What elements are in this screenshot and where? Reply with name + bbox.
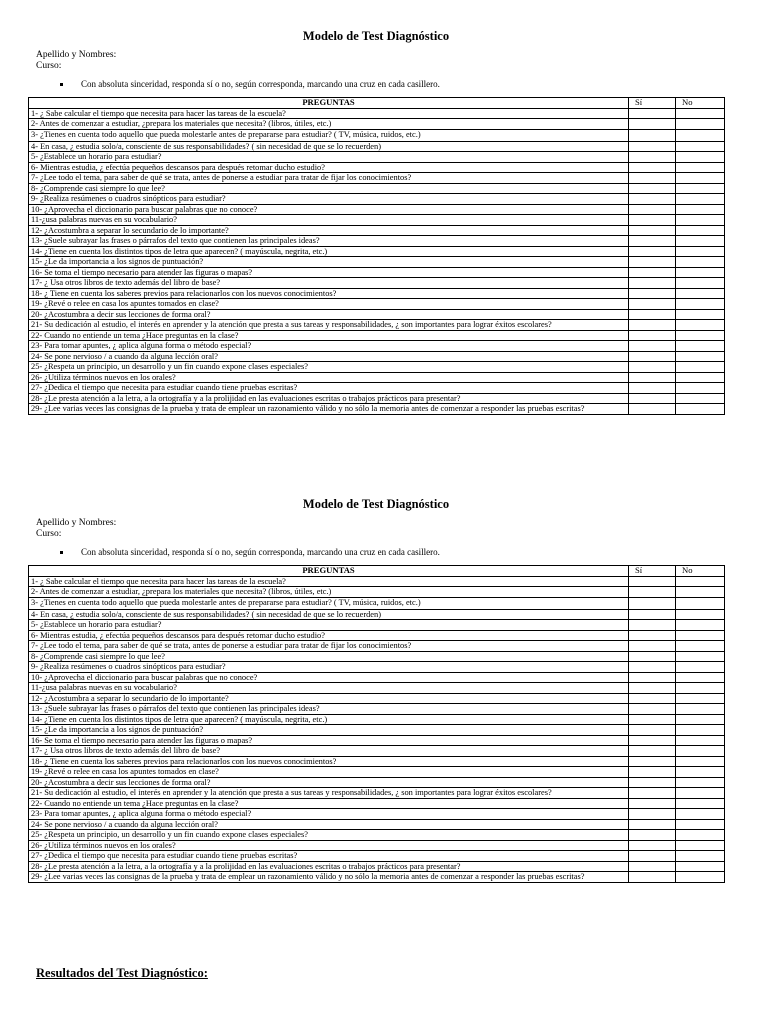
question-text: 23- Para tomar apuntes, ¿ aplica alguna forma o método especial? — [29, 341, 629, 352]
table-row — [29, 725, 725, 736]
answer-no-cell[interactable] — [676, 194, 725, 205]
answer-yes-cell[interactable] — [629, 246, 676, 257]
question-text: 23- Para tomar apuntes, ¿ aplica alguna forma o método especial? — [29, 809, 629, 820]
table-row — [29, 108, 725, 119]
answer-no-cell[interactable] — [676, 872, 725, 883]
instruction-text: Con absoluta sinceridad, responda sí o no, según corresponda, marcando una cruz en cada casillero. — [81, 79, 440, 89]
answer-yes-cell[interactable] — [629, 141, 676, 152]
answer-no-cell[interactable] — [676, 651, 725, 662]
table-row — [29, 119, 725, 130]
answer-no-cell[interactable] — [676, 735, 725, 746]
question-text: 29- ¿Lee varias veces las consignas de la prueba y trata de emplear un razonamiento válido y no sólo la memoria antes de comenzar a responder las pruebas escritas? — [29, 404, 629, 415]
answer-no-cell[interactable] — [676, 257, 725, 268]
table-row — [29, 236, 725, 247]
instruction-text: Con absoluta sinceridad, responda sí o no, según corresponda, marcando una cruz en cada casillero. — [81, 547, 440, 557]
answer-yes-cell[interactable] — [629, 630, 676, 641]
test-form-2 — [28, 496, 724, 883]
answer-yes-cell[interactable] — [629, 288, 676, 299]
table-row — [29, 662, 725, 673]
answer-yes-cell[interactable] — [629, 830, 676, 841]
table-row — [29, 651, 725, 662]
answer-yes-cell[interactable] — [629, 393, 676, 404]
answer-yes-cell[interactable] — [629, 819, 676, 830]
header-questions: PREGUNTAS — [29, 98, 629, 109]
table-row — [29, 204, 725, 215]
answer-yes-cell[interactable] — [629, 872, 676, 883]
table-row — [29, 246, 725, 257]
question-text: 8- ¿Comprende casi siempre lo que lee? — [29, 651, 629, 662]
table-row — [29, 872, 725, 883]
question-text: 5- ¿Establece un horario para estudiar? — [29, 152, 629, 163]
question-text: 10- ¿Aprovecha el diccionario para buscar palabras que no conoce? — [29, 672, 629, 683]
answer-yes-cell[interactable] — [629, 362, 676, 373]
answer-yes-cell[interactable] — [629, 798, 676, 809]
question-text: 17- ¿ Usa otros libros de texto además del libro de base? — [29, 278, 629, 289]
answer-no-cell[interactable] — [676, 341, 725, 352]
question-text: 7- ¿Lee todo el tema, para saber de qué se trata, antes de ponerse a estudiar para tratar de fijar los conocimientos? — [29, 641, 629, 652]
table-row — [29, 851, 725, 862]
answer-yes-cell[interactable] — [629, 788, 676, 799]
course-label: Curso: — [36, 529, 62, 539]
table-row — [29, 756, 725, 767]
answer-no-cell[interactable] — [676, 119, 725, 130]
questions-table — [28, 565, 725, 883]
table-row — [29, 404, 725, 415]
header-no: No — [676, 98, 725, 109]
question-text: 4- En casa, ¿ estudia solo/a, consciente de sus responsabilidades? ( sin necesidad de que se lo recuerden) — [29, 141, 629, 152]
table-row — [29, 798, 725, 809]
answer-no-cell[interactable] — [676, 788, 725, 799]
question-text: 22- Cuando no entiende un tema ¿Hace preguntas en la clase? — [29, 798, 629, 809]
question-text: 19- ¿Revé o relee en casa los apuntes tomados en clase? — [29, 299, 629, 310]
answer-yes-cell[interactable] — [629, 861, 676, 872]
table-row — [29, 788, 725, 799]
questions-table — [28, 97, 725, 415]
answer-no-cell[interactable] — [676, 777, 725, 788]
question-text: 6- Mientras estudia, ¿ efectúa pequeños descansos para después retomar ducho estudio? — [29, 630, 629, 641]
header-no: No — [676, 566, 725, 577]
answer-yes-cell[interactable] — [629, 225, 676, 236]
answer-yes-cell[interactable] — [629, 620, 676, 631]
answer-no-cell[interactable] — [676, 693, 725, 704]
name-label: Apellido y Nombres: — [36, 518, 117, 528]
answer-no-cell[interactable] — [676, 288, 725, 299]
question-text: 9- ¿Realiza resúmenes o cuadros sinópticos para estudiar? — [29, 194, 629, 205]
answer-no-cell[interactable] — [676, 620, 725, 631]
table-row — [29, 693, 725, 704]
answer-no-cell[interactable] — [676, 141, 725, 152]
table-row — [29, 225, 725, 236]
answer-yes-cell[interactable] — [629, 576, 676, 587]
table-row — [29, 215, 725, 226]
question-text: 7- ¿Lee todo el tema, para saber de qué se trata, antes de ponerse a estudiar para tratar de fijar los conocimientos? — [29, 173, 629, 184]
table-row — [29, 714, 725, 725]
answer-no-cell[interactable] — [676, 587, 725, 598]
question-text: 24- Se pone nervioso / a cuando da alguna lección oral? — [29, 819, 629, 830]
table-row — [29, 630, 725, 641]
answer-no-cell[interactable] — [676, 683, 725, 694]
table-row — [29, 861, 725, 872]
answer-no-cell[interactable] — [676, 819, 725, 830]
answer-yes-cell[interactable] — [629, 609, 676, 620]
question-text: 28- ¿Le presta atención a la letra, a la ortografía y a la prolijidad en las evaluaciones escritas o trabajos prácticos para presentar? — [29, 861, 629, 872]
answer-yes-cell[interactable] — [629, 372, 676, 383]
test-form-1 — [28, 28, 724, 415]
answer-yes-cell[interactable] — [629, 756, 676, 767]
question-text: 1- ¿ Sabe calcular el tiempo que necesita para hacer las tareas de la escuela? — [29, 576, 629, 587]
answer-no-cell[interactable] — [676, 714, 725, 725]
answer-no-cell[interactable] — [676, 861, 725, 872]
table-row — [29, 299, 725, 310]
table-row — [29, 746, 725, 757]
question-text: 6- Mientras estudia, ¿ efectúa pequeños descansos para después retomar ducho estudio? — [29, 162, 629, 173]
question-text: 29- ¿Lee varias veces las consignas de la prueba y trata de emplear un razonamiento válido y no sólo la memoria antes de comenzar a responder las pruebas escritas? — [29, 872, 629, 883]
table-row — [29, 840, 725, 851]
answer-no-cell[interactable] — [676, 404, 725, 415]
table-row — [29, 341, 725, 352]
table-row — [29, 383, 725, 394]
table-row — [29, 267, 725, 278]
question-text: 3- ¿Tienes en cuenta todo aquello que pueda molestarle antes de prepararse para estudiar? ( TV, música, ruidos, etc.) — [29, 597, 629, 609]
answer-no-cell[interactable] — [676, 609, 725, 620]
table-row — [29, 173, 725, 184]
table-row — [29, 362, 725, 373]
answer-no-cell[interactable] — [676, 725, 725, 736]
table-row — [29, 372, 725, 383]
answer-no-cell[interactable] — [676, 108, 725, 119]
answer-yes-cell[interactable] — [629, 320, 676, 331]
question-text: 11-¿usa palabras nuevas en su vocabulario? — [29, 683, 629, 694]
name-label: Apellido y Nombres: — [36, 50, 117, 60]
answer-yes-cell[interactable] — [629, 108, 676, 119]
answer-yes-cell[interactable] — [629, 777, 676, 788]
answer-no-cell[interactable] — [676, 204, 725, 215]
answer-no-cell[interactable] — [676, 278, 725, 289]
table-row — [29, 809, 725, 820]
answer-yes-cell[interactable] — [629, 183, 676, 194]
answer-no-cell[interactable] — [676, 830, 725, 841]
answer-yes-cell[interactable] — [629, 383, 676, 394]
table-row — [29, 278, 725, 289]
question-text: 25- ¿Respeta un principio, un desarrollo y un fin cuando expone clases especiales? — [29, 830, 629, 841]
answer-yes-cell[interactable] — [629, 809, 676, 820]
answer-no-cell[interactable] — [676, 129, 725, 141]
answer-yes-cell[interactable] — [629, 162, 676, 173]
question-text: 18- ¿ Tiene en cuenta los saberes previos para relacionarlos con los nuevos conocimientos? — [29, 288, 629, 299]
question-text: 17- ¿ Usa otros libros de texto además del libro de base? — [29, 746, 629, 757]
answer-yes-cell[interactable] — [629, 236, 676, 247]
question-text: 18- ¿ Tiene en cuenta los saberes previos para relacionarlos con los nuevos conocimientos? — [29, 756, 629, 767]
question-text: 2- Antes de comenzar a estudiar, ¿prepara los materiales que necesita? (libros, útiles, etc.) — [29, 119, 629, 130]
question-text: 26- ¿Utiliza términos nuevos en los orales? — [29, 840, 629, 851]
table-row — [29, 330, 725, 341]
question-text: 20- ¿Acostumbra a decir sus lecciones de forma oral? — [29, 777, 629, 788]
answer-yes-cell[interactable] — [629, 587, 676, 598]
table-row — [29, 819, 725, 830]
answer-yes-cell[interactable] — [629, 351, 676, 362]
answer-yes-cell[interactable] — [629, 194, 676, 205]
table-row — [29, 777, 725, 788]
answer-no-cell[interactable] — [676, 162, 725, 173]
answer-no-cell[interactable] — [676, 746, 725, 757]
form-title: Modelo de Test Diagnóstico — [302, 29, 450, 43]
table-row — [29, 735, 725, 746]
table-row — [29, 152, 725, 163]
answer-yes-cell[interactable] — [629, 851, 676, 862]
answer-no-cell[interactable] — [676, 267, 725, 278]
answer-no-cell[interactable] — [676, 393, 725, 404]
answer-no-cell[interactable] — [676, 299, 725, 310]
header-yes: Sí — [629, 98, 676, 109]
question-text: 15- ¿Le da importancia a los signos de puntuación? — [29, 725, 629, 736]
table-row — [29, 683, 725, 694]
answer-no-cell[interactable] — [676, 215, 725, 226]
answer-no-cell[interactable] — [676, 351, 725, 362]
question-text: 11-¿usa palabras nuevas en su vocabulario? — [29, 215, 629, 226]
answer-no-cell[interactable] — [676, 173, 725, 184]
answer-no-cell[interactable] — [676, 597, 725, 609]
answer-no-cell[interactable] — [676, 809, 725, 820]
instruction — [28, 79, 724, 90]
table-row — [29, 587, 725, 598]
question-text: 21- Su dedicación al estudio, el interés en aprender y la atención que presta a sus tareas y responsabilidades, ¿ son importantes para lograr éxitos escolares? — [29, 320, 629, 331]
question-text: 15- ¿Le da importancia a los signos de puntuación? — [29, 257, 629, 268]
answer-yes-cell[interactable] — [629, 267, 676, 278]
question-text: 20- ¿Acostumbra a decir sus lecciones de forma oral? — [29, 309, 629, 320]
header-yes: Sí — [629, 566, 676, 577]
question-text: 12- ¿Acostumbra a separar lo secundario de lo importante? — [29, 693, 629, 704]
answer-no-cell[interactable] — [676, 767, 725, 778]
question-text: 16- Se toma el tiempo necesario para atender las figuras o mapas? — [29, 267, 629, 278]
question-text: 24- Se pone nervioso / a cuando da alguna lección oral? — [29, 351, 629, 362]
table-row — [29, 641, 725, 652]
question-text: 25- ¿Respeta un principio, un desarrollo y un fin cuando expone clases especiales? — [29, 362, 629, 373]
answer-yes-cell[interactable] — [629, 129, 676, 141]
answer-yes-cell[interactable] — [629, 767, 676, 778]
answer-no-cell[interactable] — [676, 246, 725, 257]
question-text: 2- Antes de comenzar a estudiar, ¿prepara los materiales que necesita? (libros, útiles, etc.) — [29, 587, 629, 598]
answer-yes-cell[interactable] — [629, 152, 676, 163]
table-row — [29, 393, 725, 404]
answer-no-cell[interactable] — [676, 851, 725, 862]
course-label: Curso: — [36, 61, 62, 71]
question-text: 9- ¿Realiza resúmenes o cuadros sinópticos para estudiar? — [29, 662, 629, 673]
table-row — [29, 129, 725, 141]
answer-yes-cell[interactable] — [629, 257, 676, 268]
question-text: 27- ¿Dedica el tiempo que necesita para estudiar cuando tiene pruebas escritas? — [29, 851, 629, 862]
answer-no-cell[interactable] — [676, 672, 725, 683]
results-heading: Resultados del Test Diagnóstico: — [36, 966, 208, 980]
answer-yes-cell[interactable] — [629, 341, 676, 352]
answer-yes-cell[interactable] — [629, 651, 676, 662]
table-row — [29, 141, 725, 152]
answer-yes-cell[interactable] — [629, 725, 676, 736]
table-row — [29, 597, 725, 609]
question-text: 27- ¿Dedica el tiempo que necesita para estudiar cuando tiene pruebas escritas? — [29, 383, 629, 394]
answer-no-cell[interactable] — [676, 309, 725, 320]
answer-no-cell[interactable] — [676, 383, 725, 394]
answer-yes-cell[interactable] — [629, 746, 676, 757]
question-text: 4- En casa, ¿ estudia solo/a, consciente de sus responsabilidades? ( sin necesidad de que se lo recuerden) — [29, 609, 629, 620]
question-text: 12- ¿Acostumbra a separar lo secundario de lo importante? — [29, 225, 629, 236]
table-row — [29, 288, 725, 299]
question-text: 14- ¿Tiene en cuenta los distintos tipos de letra que aparecen? ( mayúscula, negrita, etc.) — [29, 714, 629, 725]
answer-no-cell[interactable] — [676, 798, 725, 809]
answer-yes-cell[interactable] — [629, 404, 676, 415]
answer-yes-cell[interactable] — [629, 278, 676, 289]
answer-no-cell[interactable] — [676, 840, 725, 851]
answer-yes-cell[interactable] — [629, 641, 676, 652]
question-text: 21- Su dedicación al estudio, el interés en aprender y la atención que presta a sus tareas y responsabilidades, ¿ son importantes para lograr éxitos escolares? — [29, 788, 629, 799]
answer-yes-cell[interactable] — [629, 672, 676, 683]
table-row — [29, 609, 725, 620]
question-text: 26- ¿Utiliza términos nuevos en los orales? — [29, 372, 629, 383]
header-questions: PREGUNTAS — [29, 566, 629, 577]
question-text: 3- ¿Tienes en cuenta todo aquello que pueda molestarle antes de prepararse para estudiar? ( TV, música, ruidos, etc.) — [29, 129, 629, 141]
answer-no-cell[interactable] — [676, 576, 725, 587]
answer-no-cell[interactable] — [676, 330, 725, 341]
table-row — [29, 704, 725, 715]
answer-no-cell[interactable] — [676, 183, 725, 194]
answer-yes-cell[interactable] — [629, 714, 676, 725]
question-text: 10- ¿Aprovecha el diccionario para buscar palabras que no conoce? — [29, 204, 629, 215]
question-text: 28- ¿Le presta atención a la letra, a la ortografía y a la prolijidad en las evaluaciones escritas o trabajos prácticos para presentar? — [29, 393, 629, 404]
answer-no-cell[interactable] — [676, 320, 725, 331]
answer-yes-cell[interactable] — [629, 299, 676, 310]
table-row — [29, 320, 725, 331]
form-title: Modelo de Test Diagnóstico — [302, 497, 450, 511]
answer-yes-cell[interactable] — [629, 215, 676, 226]
answer-yes-cell[interactable] — [629, 683, 676, 694]
question-text: 8- ¿Comprende casi siempre lo que lee? — [29, 183, 629, 194]
answer-yes-cell[interactable] — [629, 309, 676, 320]
answer-yes-cell[interactable] — [629, 735, 676, 746]
table-row — [29, 183, 725, 194]
answer-yes-cell[interactable] — [629, 597, 676, 609]
answer-no-cell[interactable] — [676, 630, 725, 641]
answer-no-cell[interactable] — [676, 236, 725, 247]
answer-no-cell[interactable] — [676, 704, 725, 715]
table-row — [29, 194, 725, 205]
question-text: 22- Cuando no entiende un tema ¿Hace preguntas en la clase? — [29, 330, 629, 341]
table-row — [29, 309, 725, 320]
answer-no-cell[interactable] — [676, 362, 725, 373]
answer-yes-cell[interactable] — [629, 840, 676, 851]
answer-yes-cell[interactable] — [629, 693, 676, 704]
question-text: 14- ¿Tiene en cuenta los distintos tipos de letra que aparecen? ( mayúscula, negrita, etc.) — [29, 246, 629, 257]
question-text: 5- ¿Establece un horario para estudiar? — [29, 620, 629, 631]
table-row — [29, 257, 725, 268]
table-row — [29, 767, 725, 778]
answer-yes-cell[interactable] — [629, 704, 676, 715]
instruction — [28, 547, 724, 558]
table-row — [29, 672, 725, 683]
answer-yes-cell[interactable] — [629, 330, 676, 341]
answer-no-cell[interactable] — [676, 662, 725, 673]
table-row — [29, 576, 725, 587]
answer-no-cell[interactable] — [676, 756, 725, 767]
answer-yes-cell[interactable] — [629, 119, 676, 130]
answer-no-cell[interactable] — [676, 225, 725, 236]
question-text: 19- ¿Revé o relee en casa los apuntes tomados en clase? — [29, 767, 629, 778]
table-row — [29, 620, 725, 631]
table-row — [29, 351, 725, 362]
question-text: 13- ¿Suele subrayar las frases o párrafos del texto que contienen las principales ideas? — [29, 704, 629, 715]
table-row — [29, 162, 725, 173]
answer-no-cell[interactable] — [676, 641, 725, 652]
answer-yes-cell[interactable] — [629, 173, 676, 184]
bullet-icon — [60, 83, 63, 86]
answer-no-cell[interactable] — [676, 372, 725, 383]
answer-yes-cell[interactable] — [629, 204, 676, 215]
answer-no-cell[interactable] — [676, 152, 725, 163]
question-text: 16- Se toma el tiempo necesario para atender las figuras o mapas? — [29, 735, 629, 746]
bullet-icon — [60, 551, 63, 554]
answer-yes-cell[interactable] — [629, 662, 676, 673]
table-row — [29, 830, 725, 841]
question-text: 1- ¿ Sabe calcular el tiempo que necesita para hacer las tareas de la escuela? — [29, 108, 629, 119]
question-text: 13- ¿Suele subrayar las frases o párrafos del texto que contienen las principales ideas? — [29, 236, 629, 247]
